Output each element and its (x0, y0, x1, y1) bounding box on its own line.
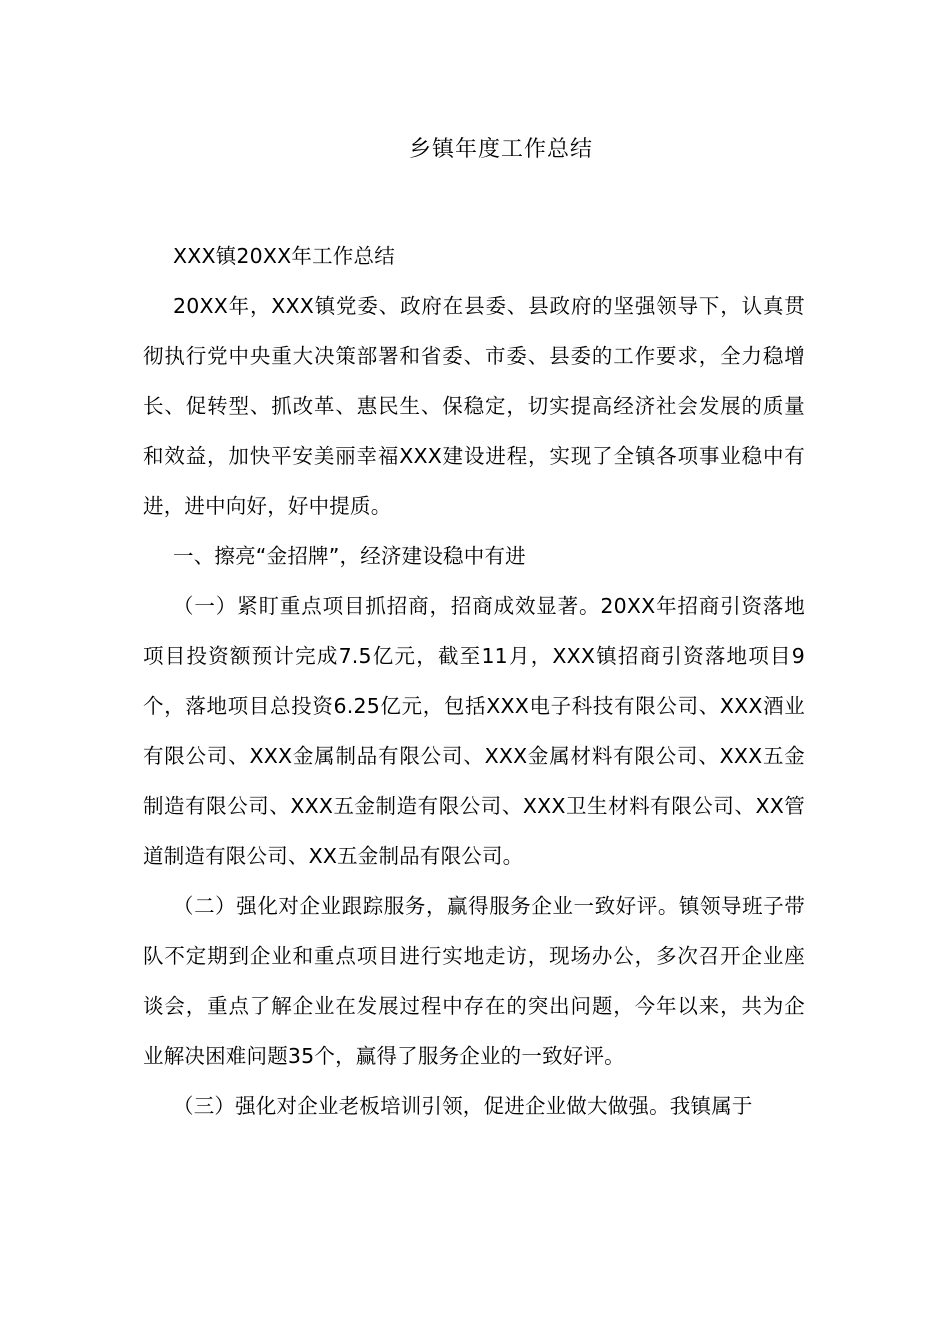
paragraph-item-1: （一）紧盯重点项目抓招商，招商成效显著。20XX年招商引资落地项目投资额预计完成7.5亿元，截至11月，XXX镇招商引资落地项目9个，落地项目总投资6.25亿元，包括XXX电子科技有限公司、XXX酒业有限公司、XXX金属制品有限公司、XXX金属材料有限公司、XXX五金制造有限公司、XXX五金制造有限公司、XXX卫生材料有限公司、XX管道制造有限公司、XX五金制品有限公司。 (143, 594, 805, 868)
doc-subtitle: XXX镇20XX年工作总结 (173, 244, 395, 268)
document-body (143, 231, 805, 1131)
intro-paragraph: 20XX年，XXX镇党委、政府在县委、县政府的坚强领导下，认真贯彻执行党中央重大决策部署和省委、市委、县委的工作要求，全力稳增长、促转型、抓改革、惠民生、保稳定，切实提高经济社会发展的质量和效益，加快平安美丽幸福XXX建设进程，实现了全镇各项事业稳中有进，进中向好，好中提质。 (143, 294, 805, 518)
paragraph-item-3: （三）强化对企业老板培训引领，促进企业做大做强。我镇属于 (173, 1094, 753, 1118)
document-title: 乡镇年度工作总结 (408, 137, 593, 162)
section-heading: 一、擦亮“金招牌”，经济建设稳中有进 (173, 544, 526, 568)
paragraph-item-2: （二）强化对企业跟踪服务，赢得服务企业一致好评。镇领导班子带队不定期到企业和重点项目进行实地走访，现场办公，多次召开企业座谈会，重点了解企业在发展过程中存在的突出问题，今年以来，共为企业解决困难问题35个，赢得了服务企业的一致好评。 (143, 894, 805, 1068)
